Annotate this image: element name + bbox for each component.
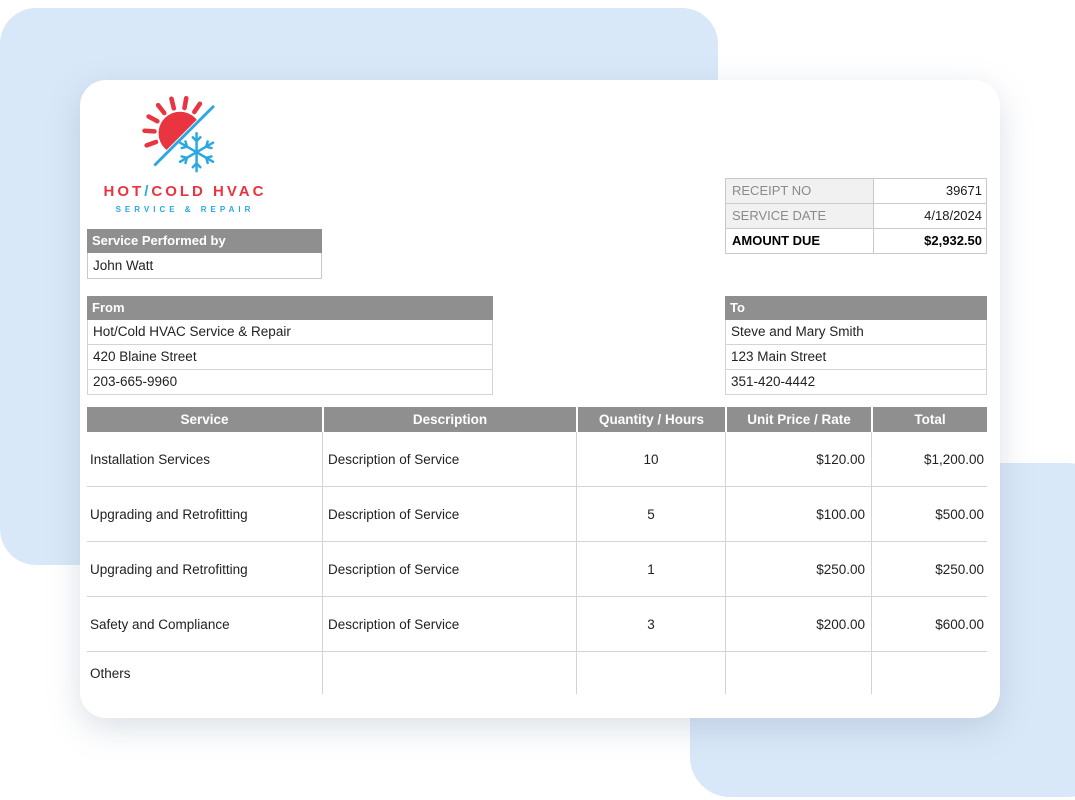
description-cell: Description of Service <box>322 597 576 651</box>
quantity-cell: 1 <box>576 542 725 596</box>
quantity-cell: 10 <box>576 432 725 486</box>
description-cell: Description of Service <box>322 432 576 486</box>
service-performed-block <box>87 229 322 279</box>
service-cell: Upgrading and Retrofitting <box>90 561 248 577</box>
to-name: Steve and Mary Smith <box>726 320 986 345</box>
total-cell: $600.00 <box>871 597 987 651</box>
service-cell: Safety and Compliance <box>90 616 230 632</box>
table-row <box>87 542 987 597</box>
company-name-hot: HOT <box>103 183 145 200</box>
from-body <box>87 320 493 395</box>
description-cell: Description of Service <box>322 542 576 596</box>
unit-price-cell: $200.00 <box>725 597 871 651</box>
description-cell <box>322 652 576 694</box>
receipt-no-value: 39671 <box>874 179 986 203</box>
company-name-cold: COLD HVAC <box>151 183 267 200</box>
from-company: Hot/Cold HVAC Service & Repair <box>88 320 492 345</box>
receipt-card <box>80 80 1000 718</box>
to-body <box>725 320 987 395</box>
quantity-cell <box>576 652 725 694</box>
to-phone: 351-420-4442 <box>726 370 986 395</box>
col-header-quantity: Quantity / Hours <box>576 407 725 432</box>
table-row <box>87 487 987 542</box>
table-row <box>87 597 987 652</box>
unit-price-cell: $250.00 <box>725 542 871 596</box>
unit-price-cell <box>725 652 871 694</box>
service-cell: Installation Services <box>90 451 211 467</box>
from-block <box>87 296 493 395</box>
amount-due-value: $2,932.50 <box>874 229 986 253</box>
service-date-label: SERVICE DATE <box>726 204 874 228</box>
service-date-value: 4/18/2024 <box>874 204 986 228</box>
company-logo <box>87 96 283 214</box>
sun-snowflake-icon <box>138 96 232 182</box>
services-table-header <box>87 407 987 432</box>
quantity-cell: 5 <box>576 487 725 541</box>
quantity-cell: 3 <box>576 597 725 651</box>
services-table <box>87 407 987 694</box>
company-name <box>87 183 283 200</box>
total-cell <box>871 652 987 694</box>
col-header-unit-price: Unit Price / Rate <box>725 407 871 432</box>
description-cell: Description of Service <box>322 487 576 541</box>
from-header: From <box>87 296 493 320</box>
total-cell: $250.00 <box>871 542 987 596</box>
unit-price-cell: $120.00 <box>725 432 871 486</box>
unit-price-cell: $100.00 <box>725 487 871 541</box>
company-name-slash: / <box>144 183 152 200</box>
col-header-service: Service <box>180 412 229 427</box>
receipt-no-row <box>726 179 986 204</box>
service-cell: Others <box>90 665 131 681</box>
amount-due-row <box>726 229 986 254</box>
total-cell: $500.00 <box>871 487 987 541</box>
table-row <box>87 432 987 487</box>
from-phone: 203-665-9960 <box>88 370 492 395</box>
receipt-info-table <box>725 178 987 254</box>
service-cell: Upgrading and Retrofitting <box>90 506 248 522</box>
service-performed-header: Service Performed by <box>87 229 322 253</box>
receipt-no-label: RECEIPT NO <box>726 179 874 203</box>
company-tagline: SERVICE & REPAIR <box>115 205 255 214</box>
col-header-total: Total <box>871 407 987 432</box>
table-row <box>87 652 987 694</box>
col-header-description: Description <box>322 407 576 432</box>
amount-due-label: AMOUNT DUE <box>726 229 874 253</box>
to-block <box>725 296 987 395</box>
from-street: 420 Blaine Street <box>88 345 492 370</box>
service-performed-value: John Watt <box>87 253 322 279</box>
to-street: 123 Main Street <box>726 345 986 370</box>
service-date-row <box>726 204 986 229</box>
total-cell: $1,200.00 <box>871 432 987 486</box>
to-header: To <box>725 296 987 320</box>
